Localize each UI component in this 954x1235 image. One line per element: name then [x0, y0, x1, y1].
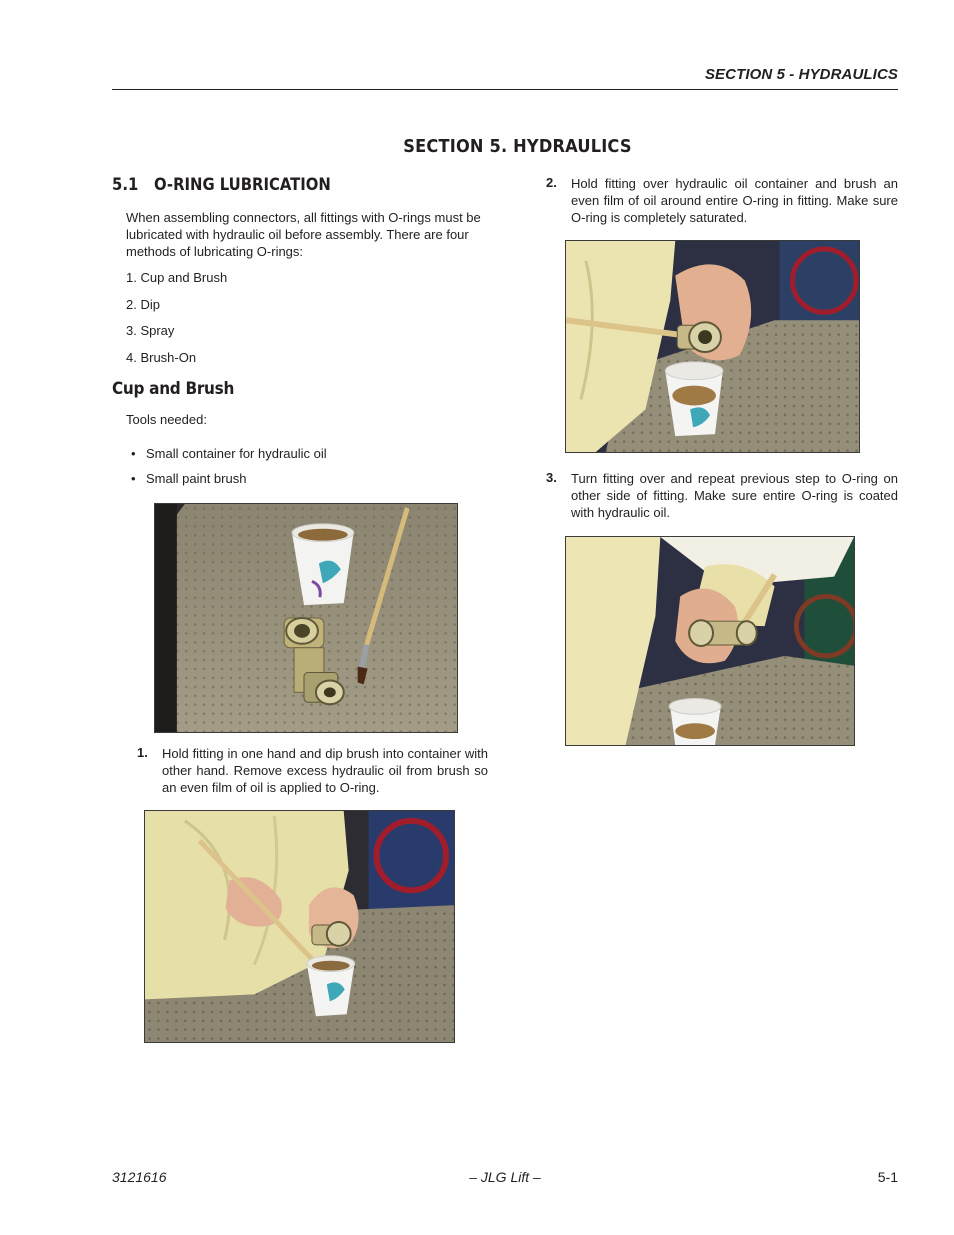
photo-cup-fitting-brush: [154, 503, 458, 733]
step-3: [546, 470, 898, 521]
subsection-title: O-RING LUBRICATION: [154, 175, 331, 194]
tools-label: Tools needed:: [126, 412, 207, 427]
step-1: [137, 745, 488, 796]
step-number: 3.: [546, 470, 557, 485]
tool-text: Small container for hydraulic oil: [146, 446, 327, 461]
step-text: Turn fitting over and repeat previous step to O-ring on other side of fitting. Make sure entire O-ring is coated with hydraulic oil.: [571, 471, 898, 520]
bullet: •: [131, 471, 136, 486]
step-2: [546, 175, 898, 226]
method-item: 1. Cup and Brush: [126, 270, 228, 285]
bullet: •: [131, 446, 136, 461]
step-number: 1.: [137, 745, 148, 760]
subsection-heading: [112, 175, 331, 194]
method-item: 4. Brush-On: [126, 350, 197, 365]
tool-item: [131, 471, 246, 486]
header-rule: [112, 89, 898, 90]
method-item: 2. Dip: [126, 297, 160, 312]
photo-turned-fitting: [565, 536, 855, 746]
step-text: Hold fitting in one hand and dip brush into container with other hand. Remove excess hydraulic oil from brush so an even film of oil is applied to O-ring.: [162, 746, 488, 795]
tool-text: Small paint brush: [146, 471, 247, 486]
section-title: SECTION 5. HYDRAULICS: [403, 136, 632, 157]
running-header: SECTION 5 - HYDRAULICS: [704, 66, 898, 83]
photo-brush-oring: [565, 240, 860, 453]
intro-paragraph: When assembling connectors, all fittings with O-rings must be lubricated with hydraulic oil before assembly. There are four methods of lubricating O-rings:: [126, 210, 481, 259]
tool-item: [131, 446, 327, 461]
cup-brush-heading: Cup and Brush: [112, 379, 235, 399]
step-number: 2.: [546, 175, 557, 190]
method-item: 3. Spray: [126, 323, 175, 338]
footer-doc-number: 3121616: [112, 1169, 167, 1185]
photo-dip-brush: [144, 810, 455, 1043]
subsection-number: 5.1: [112, 175, 139, 194]
footer-page-number: 5-1: [877, 1169, 898, 1185]
footer-center: – JLG Lift –: [469, 1169, 541, 1185]
step-text: Hold fitting over hydraulic oil container and brush an even film of oil around entire O-ring in fitting. Make sure O-ring is completely saturated.: [571, 176, 898, 225]
